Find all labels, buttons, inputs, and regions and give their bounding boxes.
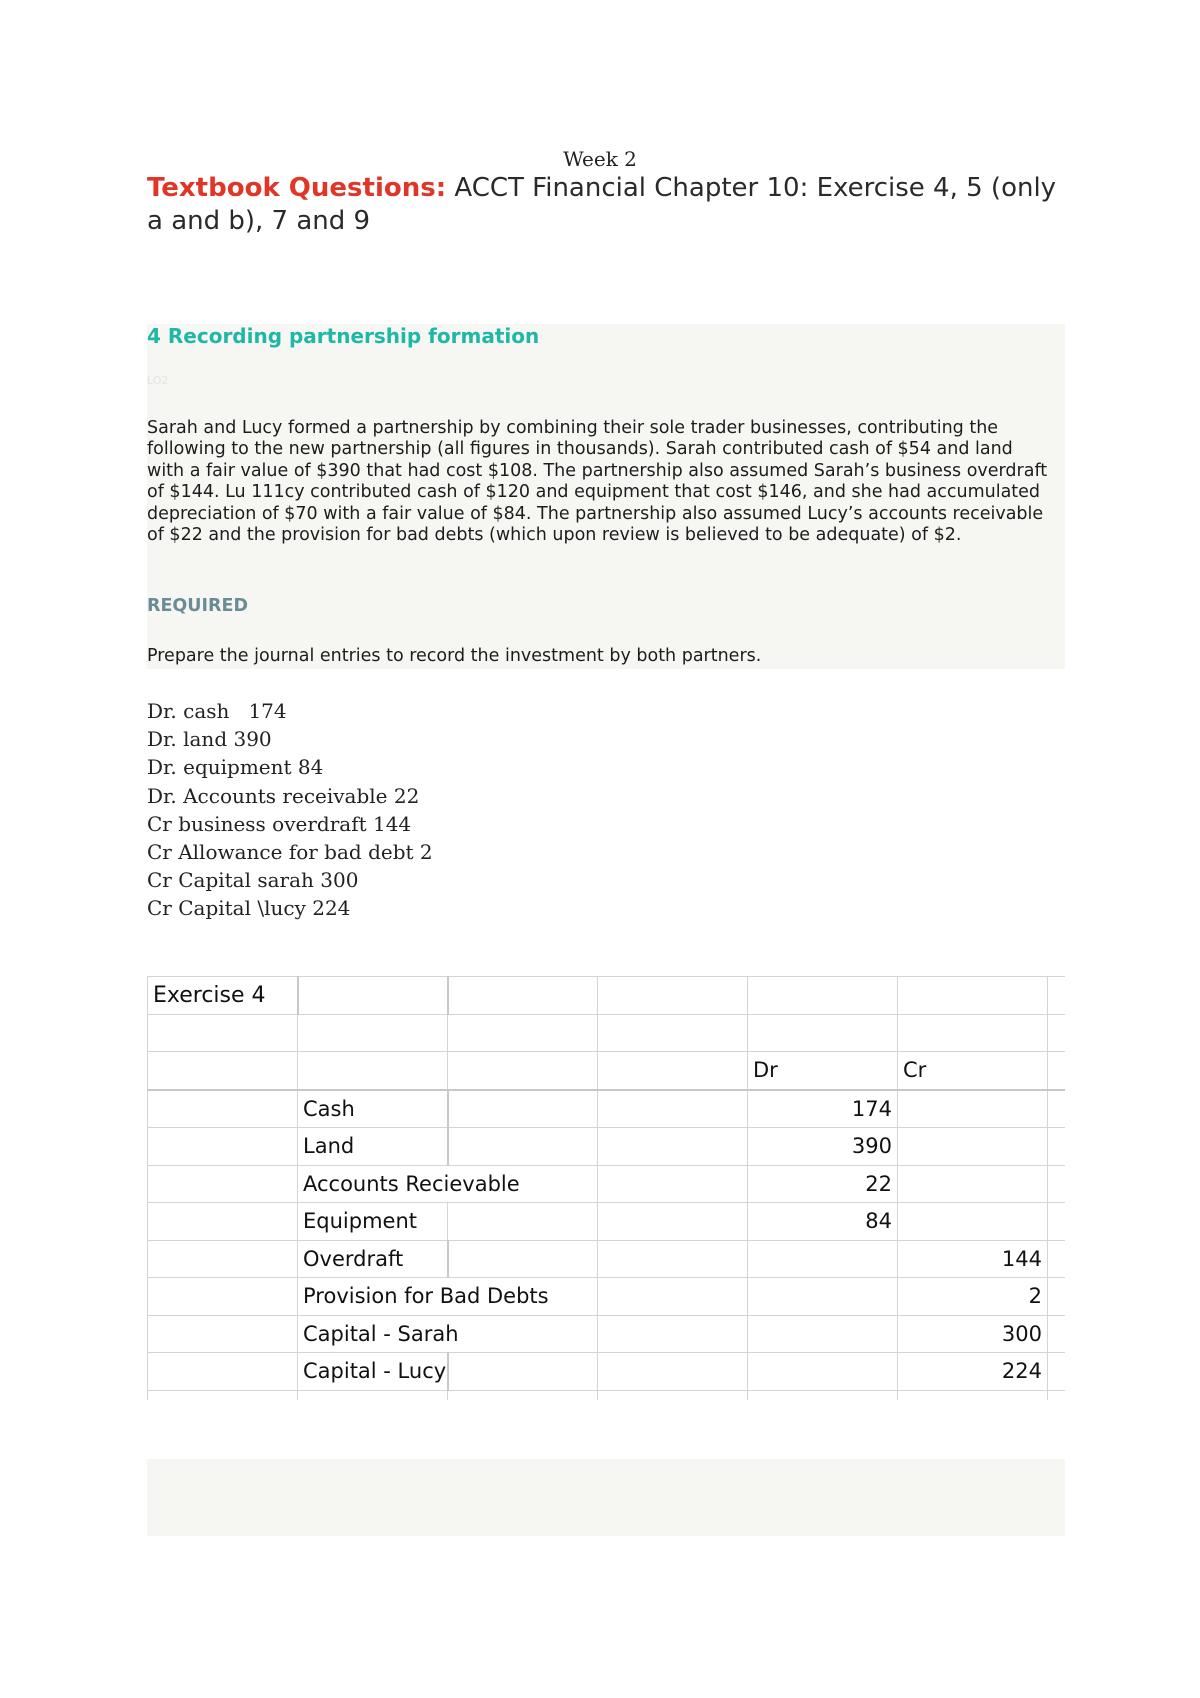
- answer-line: Cr business overdraft 144: [147, 811, 412, 836]
- account-cell: Capital - Sarah: [298, 1315, 598, 1353]
- title-text: ACCT Financial Chapter 10: Exercise 4, 5 (only a and b), 7 and 9: [147, 173, 1057, 236]
- table-row: [148, 1353, 1066, 1391]
- cr-cell: 2: [898, 1278, 1048, 1316]
- answer-line: Dr. land 390: [147, 727, 272, 752]
- dr-cell: 22: [748, 1165, 898, 1203]
- cr-cell: [898, 1090, 1048, 1128]
- dr-cell: [748, 1240, 898, 1278]
- account-cell: Overdraft: [298, 1240, 448, 1278]
- cr-cell: 300: [898, 1315, 1048, 1353]
- exercise-heading: 4 Recording partnership formation: [147, 324, 540, 348]
- table-row: [148, 1315, 1066, 1353]
- account-cell: Equipment: [298, 1203, 448, 1241]
- cr-cell: [898, 1128, 1048, 1166]
- account-cell: Land: [298, 1128, 448, 1166]
- table-title: Exercise 4: [148, 977, 298, 1015]
- answer-line: Dr. cash 174: [147, 699, 287, 723]
- cr-cell: 144: [898, 1240, 1048, 1278]
- cr-cell: [898, 1203, 1048, 1241]
- answer-line: Cr Capital \lucy 224: [147, 896, 351, 921]
- cr-cell: 224: [898, 1353, 1048, 1391]
- account-cell: Cash: [298, 1090, 448, 1128]
- answer-line: Cr Allowance for bad debt 2: [147, 840, 433, 865]
- answer-line: Cr Capital sarah 300: [147, 868, 359, 893]
- answer-journal-entries: [147, 697, 433, 923]
- answer-line: Dr. Accounts receivable 22: [147, 783, 420, 808]
- account-cell: Capital - Lucy: [298, 1353, 448, 1391]
- table-row: [148, 1090, 1066, 1128]
- account-cell: Accounts Recievable: [298, 1165, 598, 1203]
- table-title-row: [148, 977, 1066, 1015]
- cr-cell: [898, 1165, 1048, 1203]
- exercise-instruction: Prepare the journal entries to record the investment by both partners.: [147, 646, 762, 666]
- table-row: [148, 1203, 1066, 1241]
- spreadsheet-table: [147, 976, 1065, 1400]
- dr-cell: 390: [748, 1128, 898, 1166]
- exercise-body: Sarah and Lucy formed a partnership by combining their sole trader businesses, contributing the following to the new partnership (all figures in thousands). Sarah contributed cash of $54 and land with a fair value of $390 that had cost $108. The partnership also assumed Sarah’s business overdraft of $144. Lu 111cy contributed cash of $120 and equipment that cost $146, and she had accumulated depreciation of $70 with a fair value of $84. The partnership also assumed Lucy’s accounts receivable of $22 and the provision for bad debts (which upon review is believed to be adequate) of $2.: [147, 418, 1048, 546]
- dr-column-header: Dr: [748, 1052, 898, 1090]
- table-row: [148, 1240, 1066, 1278]
- next-exercise-box: [147, 1459, 1065, 1536]
- account-cell: Provision for Bad Debts: [298, 1278, 598, 1316]
- dr-cell: [748, 1315, 898, 1353]
- answer-line: Dr. equipment 84: [147, 755, 324, 780]
- table-header-row: [148, 1052, 1066, 1090]
- document-title: [147, 172, 1077, 238]
- dr-cell: 174: [748, 1090, 898, 1128]
- dr-cell: [748, 1278, 898, 1316]
- title-label: Textbook Questions:: [147, 173, 447, 203]
- page-header-week: Week 2: [563, 147, 637, 171]
- cr-column-header: Cr: [898, 1052, 1048, 1090]
- required-heading: REQUIRED: [147, 596, 248, 616]
- learning-objective-tag: LO2: [147, 374, 169, 387]
- table-row: [148, 1278, 1066, 1316]
- table-row: [148, 1128, 1066, 1166]
- table-row: [148, 1165, 1066, 1203]
- dr-cell: [748, 1353, 898, 1391]
- dr-cell: 84: [748, 1203, 898, 1241]
